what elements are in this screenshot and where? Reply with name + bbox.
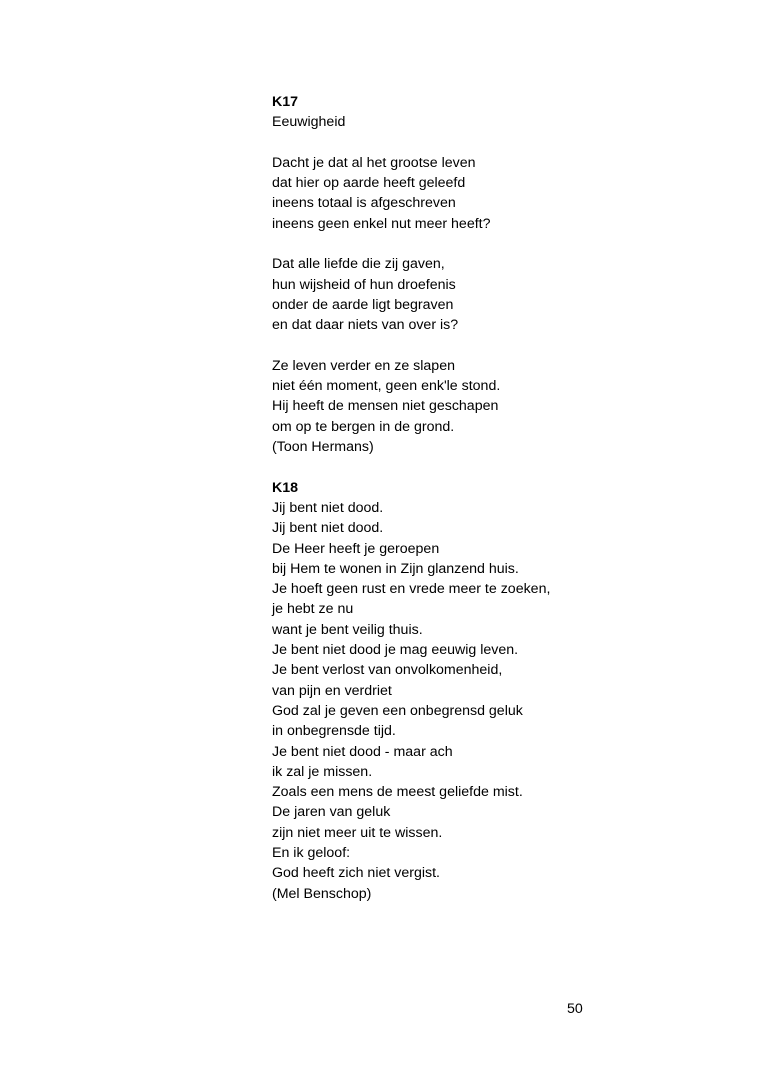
poem-line: Ze leven verder en ze slapen: [272, 357, 455, 374]
poem-line: En ik geloof:: [272, 844, 351, 861]
poem-line: niet één moment, geen enk'le stond.: [272, 378, 501, 395]
poem-line: want je bent veilig thuis.: [272, 621, 423, 638]
poem-line: in onbegrensde tijd.: [272, 723, 396, 740]
poem-line: bij Hem te wonen in Zijn glanzend huis.: [272, 560, 519, 577]
stanza-gap: [272, 234, 692, 254]
poem-line: Je bent niet dood je mag eeuwig leven.: [272, 642, 519, 659]
poem-line: je hebt ze nu: [272, 601, 354, 618]
poem-line: van pijn en verdriet: [272, 682, 392, 699]
poem-k18-id: K18: [272, 479, 299, 496]
poem-line: onder de aarde ligt begraven: [272, 296, 454, 313]
poem-k17-stanza-3: [272, 356, 692, 457]
poem-line: De jaren van geluk: [272, 804, 391, 821]
poem-k17-title: Eeuwigheid: [272, 114, 346, 131]
poem-line: en dat daar niets van over is?: [272, 317, 459, 334]
poem-line: ineens totaal is afgeschreven: [272, 195, 456, 212]
poem-line: dat hier op aarde heeft geleefd: [272, 175, 466, 192]
poem-line: De Heer heeft je geroepen: [272, 540, 440, 557]
poem-line: Dat alle liefde die zij gaven,: [272, 256, 445, 273]
poem-k17-stanza-1: [272, 153, 692, 234]
poem-k17: [272, 92, 692, 457]
poem-line: Hij heeft de mensen niet geschapen: [272, 398, 499, 415]
stanza-gap: [272, 133, 692, 153]
poem-k18: [272, 478, 692, 904]
poem-line: hun wijsheid of hun droefenis: [272, 276, 456, 293]
poem-k17-stanza-2: [272, 254, 692, 335]
poem-line: Zoals een mens de meest geliefde mist.: [272, 784, 523, 801]
poem-line: om op te bergen in de grond.: [272, 418, 455, 435]
poem-k17-id: K17: [272, 94, 299, 110]
poem-line: Je hoeft geen rust en vrede meer te zoeken,: [272, 581, 551, 598]
poem-line: ik zal je missen.: [272, 763, 373, 780]
poem-line: Dacht je dat al het grootse leven: [272, 154, 476, 171]
poem-line: Jij bent niet dood.: [272, 499, 384, 516]
poem-line: Je bent niet dood - maar ach: [272, 743, 453, 760]
stanza-gap: [272, 336, 692, 356]
poem-line: Je bent verlost van onvolkomenheid,: [272, 662, 503, 679]
poem-author: (Mel Benschop): [272, 885, 372, 902]
poem-author: (Toon Hermans): [272, 439, 374, 456]
page-number: 50: [567, 1001, 583, 1017]
poem-content: [272, 92, 692, 904]
poem-line: ineens geen enkel nut meer heeft?: [272, 215, 491, 232]
poem-line: God zal je geven een onbegrensd geluk: [272, 702, 523, 719]
poem-line: Jij bent niet dood.: [272, 520, 384, 537]
poem-line: zijn niet meer uit te wissen.: [272, 824, 443, 841]
section-gap: [272, 457, 692, 477]
poem-line: God heeft zich niet vergist.: [272, 865, 440, 882]
